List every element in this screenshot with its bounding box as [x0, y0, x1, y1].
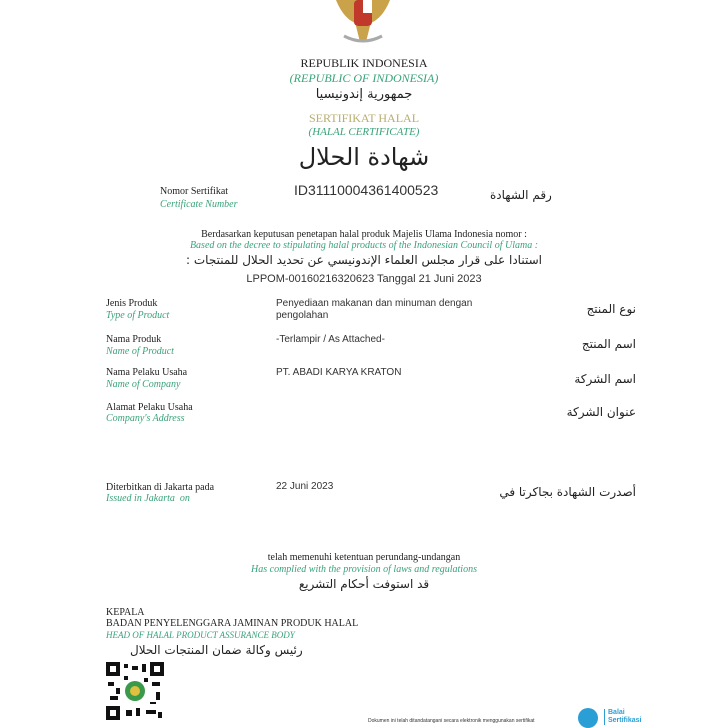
- company-name-label-en: Name of Company: [106, 379, 181, 390]
- decree-ar: استنادا على قرار مجلس العلماء الإندونيسي عن تحديد الحلال للمنتجات :: [186, 253, 542, 267]
- cert-number: ID31110004361400523: [294, 182, 439, 198]
- country-ar: جمهورية إندونيسيا: [315, 87, 413, 102]
- product-name-label-ar: اسم المنتج: [581, 337, 636, 351]
- signatory-ar: رئيس وكالة ضمان المنتجات الحلال: [130, 643, 303, 657]
- decree-number: LPPOM-00160216320623 Tanggal 21 Juni 2023: [246, 273, 482, 285]
- compliance-ar: قد استوفت أحكام التشريع: [298, 577, 430, 591]
- esign-note: Dokumen ini telah ditandatangani secara elektronik menggunakan sertifikat: [368, 718, 535, 724]
- company-name-label-id: Nama Pelaku Usaha: [106, 367, 188, 378]
- title-en: (HALAL CERTIFICATE): [308, 126, 420, 138]
- decree-id: Berdasarkan keputusan penetapan halal produk Majelis Ulama Indonesia nomor :: [201, 229, 527, 240]
- title-id: SERTIFIKAT HALAL: [308, 111, 420, 125]
- garuda-emblem-icon: [330, 0, 396, 46]
- country-en: (REPUBLIC OF INDONESIA): [289, 71, 439, 85]
- cert-number-label-en: Certificate Number: [160, 199, 238, 210]
- compliance-id: telah memenuhi ketentuan perundang-undangan: [267, 552, 461, 563]
- signatory-en: HEAD OF HALAL PRODUCT ASSURANCE BODY: [106, 630, 295, 640]
- company-name-value: PT. ABADI KARYA KRATON: [276, 367, 402, 378]
- compliance-en: Has complied with the provision of laws and regulations: [251, 564, 477, 575]
- issued-date: 22 Juni 2023: [276, 481, 334, 492]
- cert-number-label-ar: رقم الشهادة: [490, 188, 552, 202]
- title-ar: شهادة الحلال: [298, 143, 430, 171]
- product-name-value: -Terlampir / As Attached-: [276, 334, 385, 345]
- cert-number-label-id: Nomor Sertifikat: [160, 186, 229, 197]
- signatory-line1: KEPALA: [106, 607, 145, 618]
- product-name-label-en: Name of Product: [106, 346, 174, 357]
- bsre-logo-icon: [578, 708, 598, 728]
- product-type-label-en: Type of Product: [106, 310, 170, 321]
- issued-label-ar: أصدرت الشهادة بجاكرتا في: [499, 485, 636, 499]
- product-type-label-id: Jenis Produk: [106, 298, 158, 309]
- product-type-value: Penyediaan makanan dan minuman dengan pengolahan: [276, 298, 473, 321]
- issued-label-id: Diterbitkan di Jakarta pada: [106, 482, 215, 493]
- company-address-label-id: Alamat Pelaku Usaha: [106, 402, 193, 413]
- product-type-label-ar: نوع المنتج: [586, 302, 636, 316]
- qr-code-icon[interactable]: [106, 662, 164, 720]
- bsre-logo-text: Balai Sertifikasi: [604, 709, 642, 725]
- product-name-label-id: Nama Produk: [106, 334, 162, 345]
- signatory-line2: BADAN PENYELENGGARA JAMINAN PRODUK HALAL: [106, 618, 359, 629]
- company-address-label-en: Company's Address: [106, 413, 185, 424]
- company-address-label-ar: عنوان الشركة: [566, 405, 636, 419]
- decree-en: Based on the decree to stipulating halal products of the Indonesian Council of Ulama :: [189, 240, 539, 251]
- country-id: REPUBLIK INDONESIA: [300, 56, 428, 70]
- issued-label-en: Issued in Jakarta on: [106, 493, 190, 504]
- company-name-label-ar: اسم الشركة: [574, 372, 636, 386]
